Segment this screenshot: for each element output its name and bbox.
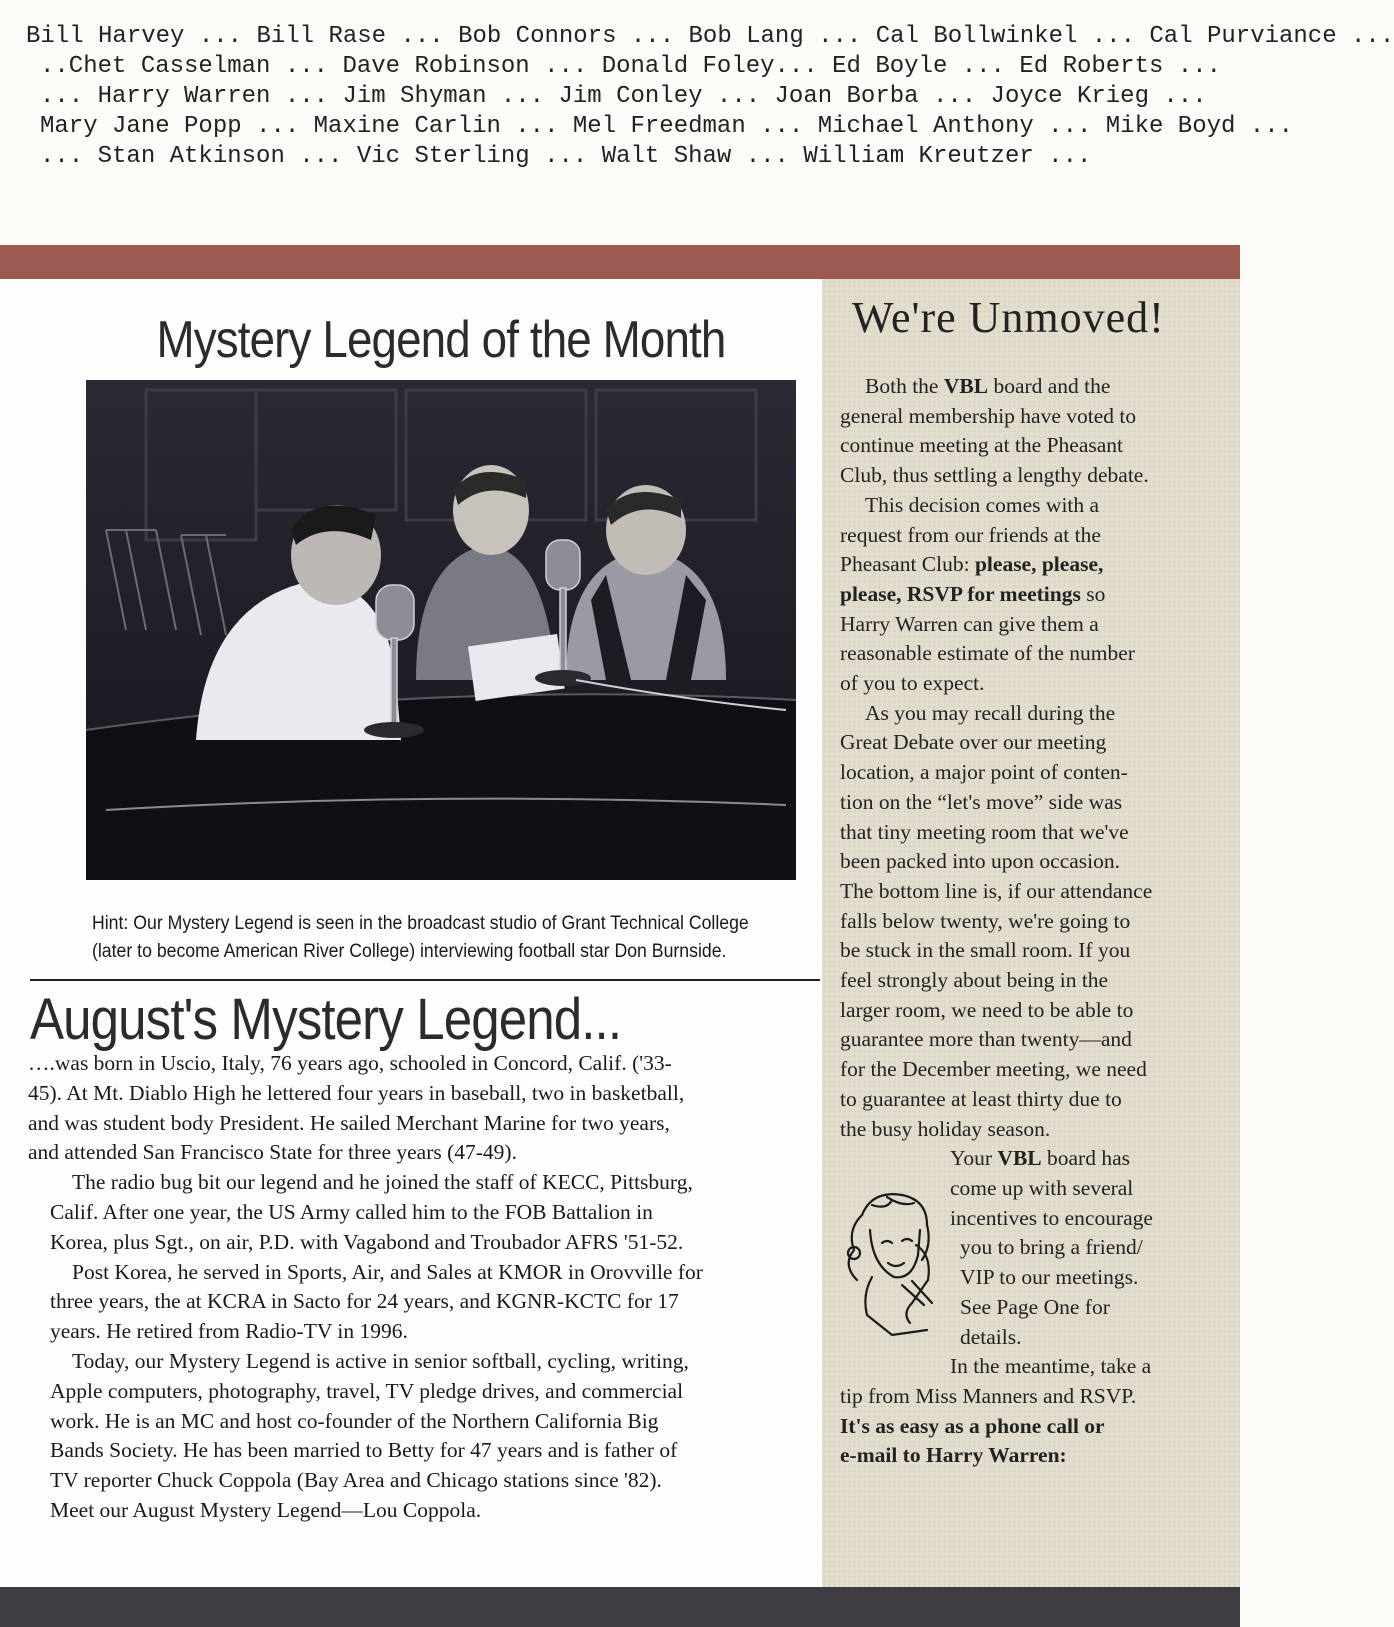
sidebar-line: As you may recall during the: [865, 700, 1116, 725]
names-line: ... Harry Warren ... Jim Shyman ... Jim Conley ... Joan Borba ... Joyce Krieg ...: [40, 83, 1207, 110]
mystery-legend-photo: [86, 380, 796, 880]
sidebar-line: for the December meeting, we need: [840, 1057, 1147, 1082]
names-line: Bill Harvey ... Bill Rase ... Bob Connors ... Bob Lang ... Cal Bollwinkel ... Cal Purviance ...: [26, 23, 1394, 50]
sidebar-line: reasonable estimate of the number: [840, 641, 1135, 666]
article-line: Calif. After one year, the US Army called him to the FOB Battalion in: [50, 1199, 653, 1224]
article-line: years. He retired from Radio-TV in 1996.: [50, 1319, 408, 1344]
section-divider-bar: [0, 245, 1240, 279]
bottom-band: [0, 1587, 1240, 1627]
article-line: Korea, plus Sgt., on air, P.D. with Vagabond and Troubador AFRS '51-52.: [50, 1229, 684, 1254]
sidebar-line: location, a major point of conten-: [840, 760, 1128, 785]
august-legend-article: [28, 1049, 808, 1526]
mystery-legend-title: Mystery Legend of the Month: [156, 311, 726, 369]
names-line: ... Stan Atkinson ... Vic Sterling ... Walt Shaw ... William Kreutzer ...: [40, 143, 1092, 170]
sidebar-line: Club, thus settling a lengthy debate.: [840, 463, 1149, 488]
horizontal-rule: [30, 979, 820, 981]
sidebar-line: that tiny meeting room that we've: [840, 819, 1129, 844]
sidebar-line: please, RSVP for meetings so: [840, 581, 1106, 606]
article-line: Post Korea, he served in Sports, Air, and Sales at KMOR in Orovville for: [72, 1259, 703, 1284]
sidebar-line: Pheasant Club: please, please,: [840, 552, 1104, 577]
sidebar-line: the busy holiday season.: [840, 1116, 1051, 1141]
sidebar-line: e-mail to Harry Warren:: [840, 1443, 1067, 1468]
sidebar-line: come up with several: [950, 1175, 1134, 1200]
hint-line: Hint: Our Mystery Legend is seen in the broadcast studio of Grant Technical College: [92, 913, 749, 934]
sidebar-line: VIP to our meetings.: [960, 1265, 1139, 1290]
article-line: and was student body President. He sailed Merchant Marine for two years,: [28, 1110, 670, 1135]
names-list: [26, 22, 1394, 172]
sidebar-line: See Page One for: [960, 1294, 1110, 1319]
studio-photo-illustration: [86, 380, 796, 880]
article-line: and attended San Francisco State for three years (47-49).: [28, 1140, 517, 1165]
names-line: ..Chet Casselman ... Dave Robinson ... Donald Foley... Ed Boyle ... Ed Roberts ...: [40, 53, 1221, 80]
sidebar-line: It's as easy as a phone call or: [840, 1413, 1105, 1438]
sidebar-title: We're Unmoved!: [852, 293, 1165, 342]
sidebar-line: tip from Miss Manners and RSVP.: [840, 1383, 1137, 1408]
sidebar-line: continue meeting at the Pheasant: [840, 433, 1123, 458]
sidebar-line: of you to expect.: [840, 671, 985, 696]
sidebar-line: feel strongly about being in the: [840, 968, 1109, 993]
sidebar-line: general membership have voted to: [840, 403, 1137, 428]
sidebar-line: Both the VBL board and the: [865, 374, 1111, 398]
article-line: ….was born in Uscio, Italy, 76 years ago, schooled in Concord, Calif. ('33-: [28, 1051, 672, 1075]
sidebar-line: The bottom line is, if our attendance: [840, 878, 1153, 903]
article-line: Today, our Mystery Legend is active in senior softball, cycling, writing,: [72, 1348, 689, 1373]
article-line: 45). At Mt. Diablo High he lettered four years in baseball, two in basketball,: [28, 1080, 685, 1105]
hint-line: (later to become American River College) interviewing football star Don Burnside.: [92, 941, 727, 962]
article-line: work. He is an MC and host co-founder of the Northern California Big: [50, 1408, 659, 1433]
article-line: Meet our August Mystery Legend—Lou Coppola.: [50, 1497, 482, 1522]
article-paragraph: [28, 1347, 808, 1526]
sidebar-line: you to bring a friend/: [960, 1235, 1143, 1260]
sidebar-line: falls below twenty, we're going to: [840, 908, 1131, 933]
sidebar-line: incentives to encourage: [950, 1205, 1153, 1230]
august-legend-title: August's Mystery Legend...: [30, 987, 622, 1052]
photo-hint-caption: [92, 910, 762, 966]
article-line: Bands Society. He has been married to Betty for 47 years and is father of: [50, 1438, 678, 1463]
sidebar-line: be stuck in the small room. If you: [840, 938, 1131, 963]
sidebar-line: details.: [960, 1324, 1022, 1349]
sidebar-line: Harry Warren can give them a: [840, 611, 1099, 636]
sidebar-line: Great Debate over our meeting: [840, 730, 1107, 755]
article-paragraph: [28, 1168, 808, 1257]
sidebar-line: tion on the “let's move” side was: [840, 789, 1123, 814]
article-paragraph: [28, 1049, 808, 1168]
phone-girl-clipart-icon: [832, 1185, 952, 1345]
sidebar-line: larger room, we need to be able to: [840, 997, 1134, 1022]
article-paragraph: [28, 1258, 808, 1347]
sidebar-line: Your VBL board has: [950, 1146, 1131, 1171]
sidebar-line: request from our friends at the: [840, 522, 1101, 547]
sidebar-line: to guarantee at least thirty due to: [840, 1086, 1122, 1111]
article-line: three years, the at KCRA in Sacto for 24 years, and KGNR-KCTC for 17: [50, 1289, 679, 1314]
article-line: TV reporter Chuck Coppola (Bay Area and Chicago stations since '82).: [50, 1468, 662, 1493]
article-line: Apple computers, photography, travel, TV pledge drives, and commercial: [50, 1378, 684, 1403]
names-line: Mary Jane Popp ... Maxine Carlin ... Mel Freedman ... Michael Anthony ... Mike Boyd ...: [40, 113, 1294, 140]
article-line: The radio bug bit our legend and he joined the staff of KECC, Pittsburg,: [72, 1170, 693, 1195]
sidebar-line: been packed into upon occasion.: [840, 849, 1121, 874]
sidebar-line: In the meantime, take a: [950, 1354, 1152, 1379]
sidebar-line: guarantee more than twenty—and: [840, 1027, 1132, 1052]
sidebar-line: This decision comes with a: [865, 492, 1100, 517]
